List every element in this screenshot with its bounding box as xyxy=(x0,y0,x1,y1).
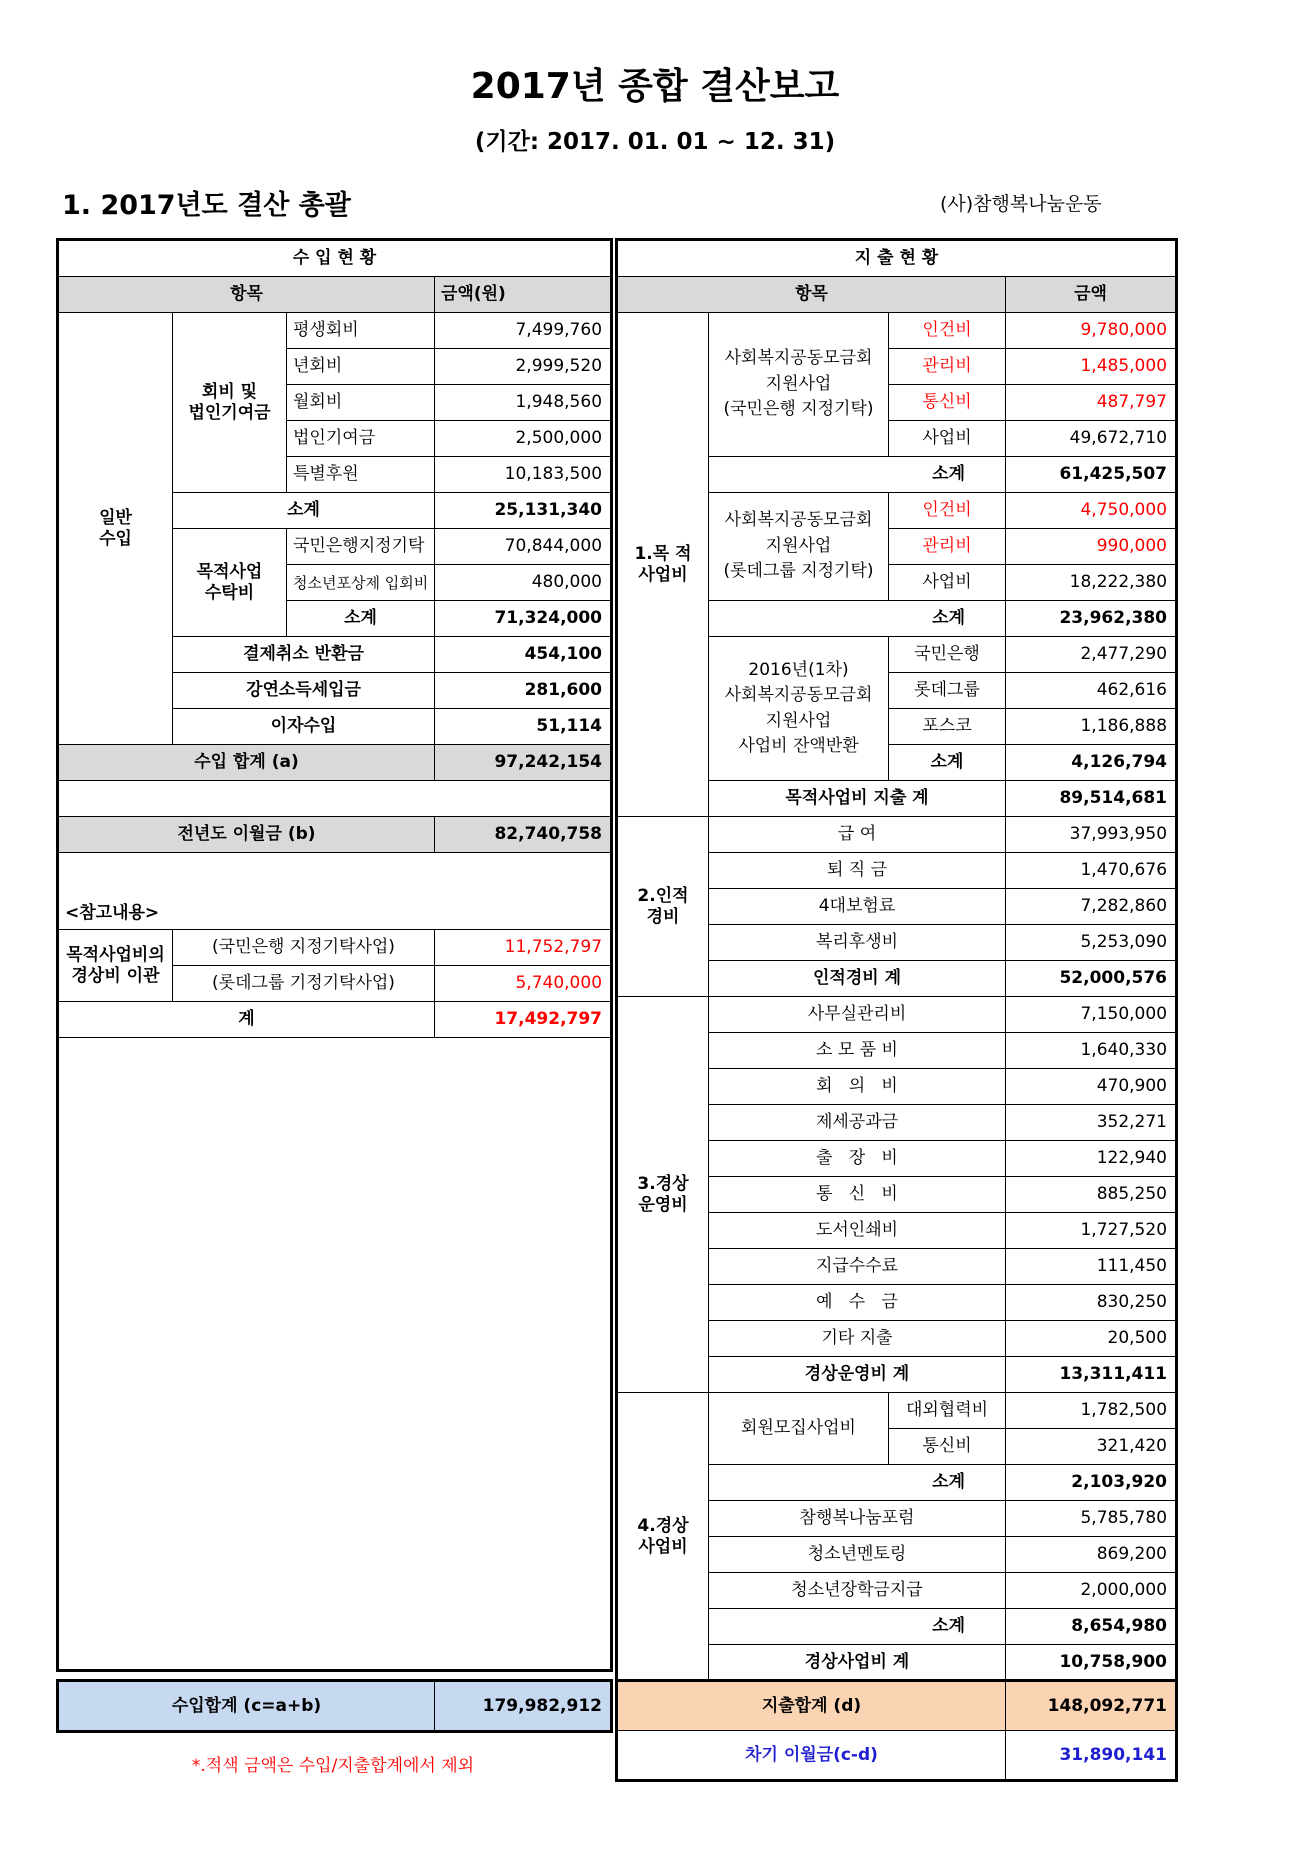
blank-area xyxy=(58,1038,612,1671)
expense-item-label: 인건비 xyxy=(889,493,1006,529)
section-title: 1. 2017년도 결산 총괄 xyxy=(62,190,351,221)
expense-item-amount: 5,785,780 xyxy=(1006,1501,1177,1537)
operating-total: 13,311,411 xyxy=(1006,1357,1177,1393)
table-row xyxy=(58,1002,612,1038)
reference-label: <참고내용> xyxy=(58,853,612,930)
table-row xyxy=(617,1393,1177,1429)
income-item-amount: 1,948,560 xyxy=(435,385,612,421)
purpose-expense-label: 1.목 적 사업비 xyxy=(617,313,709,817)
transfer-item-label: (국민은행 지정기탁사업) xyxy=(173,930,435,966)
expense-item-amount: 1,640,330 xyxy=(1006,1033,1177,1069)
income-column-row xyxy=(58,277,612,313)
income-item-label: 월회비 xyxy=(287,385,435,421)
expense-item-amount: 122,940 xyxy=(1006,1141,1177,1177)
income-item-label: 이자수입 xyxy=(173,709,435,745)
expense-header-row xyxy=(617,240,1177,277)
organization-name: (사)참행복나눔운동 xyxy=(940,193,1102,215)
expense-item-label: 회 의 비 xyxy=(709,1069,1006,1105)
expense-item-label: 지급수수료 xyxy=(709,1249,1006,1285)
transfer-item-label: (롯데그룹 기정기탁사업) xyxy=(173,966,435,1002)
expense-table xyxy=(615,238,1178,1683)
purpose-subtotal-label: 소계 xyxy=(287,601,435,637)
income-item-label: 결제취소 반환금 xyxy=(173,637,435,673)
membership-label: 회비 및 법인기여금 xyxy=(173,313,287,493)
expense-item-label: 포스코 xyxy=(889,709,1006,745)
next-carryover-row xyxy=(617,1731,1177,1781)
membership-subtotal: 25,131,340 xyxy=(435,493,612,529)
expense-item-amount: 1,782,500 xyxy=(1006,1393,1177,1429)
expense-item-label: 참행복나눔포럼 xyxy=(709,1501,1006,1537)
refund-program-label: 2016년(1차) 사회복지공동모금회 지원사업 사업비 잔액반환 xyxy=(709,637,889,781)
operating-label: 3.경상 운영비 xyxy=(617,997,709,1393)
recruit-subtotal-label: 소계 xyxy=(709,1465,1006,1501)
income-item-label: 년회비 xyxy=(287,349,435,385)
expense-grand-total-table xyxy=(615,1679,1178,1782)
expense-item-amount: 1,727,520 xyxy=(1006,1213,1177,1249)
income-item-label: 청소년포상제 입회비 xyxy=(287,565,435,601)
business-label: 4.경상 사업비 xyxy=(617,1393,709,1682)
income-item-amount: 454,100 xyxy=(435,637,612,673)
spacer-row xyxy=(58,781,612,817)
operating-total-label: 경상운영비 계 xyxy=(709,1357,1006,1393)
expense-item-label: 출 장 비 xyxy=(709,1141,1006,1177)
purpose-subtotal: 71,324,000 xyxy=(435,601,612,637)
expense-item-label: 대외협력비 xyxy=(889,1393,1006,1429)
refund-subtotal: 4,126,794 xyxy=(1006,745,1177,781)
expense-item-label: 관리비 xyxy=(889,349,1006,385)
expense-item-label: 관리비 xyxy=(889,529,1006,565)
expense-item-amount: 111,450 xyxy=(1006,1249,1177,1285)
table-row xyxy=(617,313,1177,349)
expense-item-label: 통신비 xyxy=(889,1429,1006,1465)
expense-item-label: 도서인쇄비 xyxy=(709,1213,1006,1249)
expense-item-amount: 885,250 xyxy=(1006,1177,1177,1213)
lotte-subtotal-label: 소계 xyxy=(709,601,1006,637)
income-grand-total-row xyxy=(58,1681,612,1732)
personnel-label: 2.인적 경비 xyxy=(617,817,709,997)
expense-item-label: 사업비 xyxy=(889,565,1006,601)
business-subtotal-label: 소계 xyxy=(709,1609,1006,1645)
expense-item-amount: 5,253,090 xyxy=(1006,925,1177,961)
income-total-row xyxy=(58,745,612,781)
expense-item-amount: 321,420 xyxy=(1006,1429,1177,1465)
kb-program-label: 사회복지공동모금회 지원사업 (국민은행 지정기탁) xyxy=(709,313,889,457)
transfer-label: 목적사업비의 경상비 이관 xyxy=(58,930,173,1002)
recruit-subtotal: 2,103,920 xyxy=(1006,1465,1177,1501)
expense-item-label: 복리후생비 xyxy=(709,925,1006,961)
income-item-amount: 2,500,000 xyxy=(435,421,612,457)
expense-item-amount: 462,616 xyxy=(1006,673,1177,709)
next-carryover-label: 차기 이월금(c-d) xyxy=(617,1731,1006,1781)
income-item-amount: 51,114 xyxy=(435,709,612,745)
income-header-row xyxy=(58,240,612,277)
expense-item-label: 사무실관리비 xyxy=(709,997,1006,1033)
expense-item-amount: 20,500 xyxy=(1006,1321,1177,1357)
footnote: *.적색 금액은 수입/지출합계에서 제외 xyxy=(191,1756,475,1776)
expense-item-label: 롯데그룹 xyxy=(889,673,1006,709)
expense-col-amount: 금액 xyxy=(1006,277,1177,313)
income-item-label: 평생회비 xyxy=(287,313,435,349)
business-subtotal: 8,654,980 xyxy=(1006,1609,1177,1645)
expense-item-amount: 990,000 xyxy=(1006,529,1177,565)
business-total: 10,758,900 xyxy=(1006,1645,1177,1682)
income-col-amount: 금액(원) xyxy=(435,277,612,313)
expense-item-amount: 2,477,290 xyxy=(1006,637,1177,673)
lotte-program-label: 사회복지공동모금회 지원사업 (롯데그룹 지정기탁) xyxy=(709,493,889,601)
kb-subtotal: 61,425,507 xyxy=(1006,457,1177,493)
expense-grand-total: 148,092,771 xyxy=(1006,1681,1177,1731)
income-item-label: 강연소득세입금 xyxy=(173,673,435,709)
income-grand-total-label: 수입합계 (c=a+b) xyxy=(58,1681,435,1732)
expense-item-amount: 2,000,000 xyxy=(1006,1573,1177,1609)
expense-item-amount: 352,271 xyxy=(1006,1105,1177,1141)
expense-column-row xyxy=(617,277,1177,313)
expense-item-amount: 487,797 xyxy=(1006,385,1177,421)
expense-item-label: 소 모 품 비 xyxy=(709,1033,1006,1069)
table-row xyxy=(58,930,612,966)
expense-item-label: 급 여 xyxy=(709,817,1006,853)
income-item-amount: 10,183,500 xyxy=(435,457,612,493)
expense-grand-total-row xyxy=(617,1681,1177,1731)
expense-item-amount: 37,993,950 xyxy=(1006,817,1177,853)
expense-item-label: 예 수 금 xyxy=(709,1285,1006,1321)
recruit-label: 회원모집사업비 xyxy=(709,1393,889,1465)
expense-item-label: 통신비 xyxy=(889,385,1006,421)
membership-subtotal-label: 소계 xyxy=(173,493,435,529)
transfer-total: 17,492,797 xyxy=(435,1002,612,1038)
kb-subtotal-label: 소계 xyxy=(709,457,1006,493)
expense-item-amount: 869,200 xyxy=(1006,1537,1177,1573)
income-item-label: 국민은행지정기탁 xyxy=(287,529,435,565)
income-total-label: 수입 합계 (a) xyxy=(58,745,435,781)
transfer-item-amount: 5,740,000 xyxy=(435,966,612,1002)
transfer-item-amount: 11,752,797 xyxy=(435,930,612,966)
expense-item-amount: 7,282,860 xyxy=(1006,889,1177,925)
next-carryover-amount: 31,890,141 xyxy=(1006,1731,1177,1781)
report-period: (기간: 2017. 01. 01 ~ 12. 31) xyxy=(474,129,836,155)
expense-item-label: 청소년멘토링 xyxy=(709,1537,1006,1573)
income-grand-total: 179,982,912 xyxy=(435,1681,612,1732)
page-title: 2017년 종합 결산보고 xyxy=(470,66,840,107)
transfer-total-label: 계 xyxy=(58,1002,435,1038)
income-item-amount: 7,499,760 xyxy=(435,313,612,349)
income-header: 수 입 현 황 xyxy=(58,240,612,277)
expense-col-item: 항목 xyxy=(617,277,1006,313)
expense-item-amount: 830,250 xyxy=(1006,1285,1177,1321)
expense-item-label: 통 신 비 xyxy=(709,1177,1006,1213)
expense-item-label: 4대보험료 xyxy=(709,889,1006,925)
expense-item-amount: 1,186,888 xyxy=(1006,709,1177,745)
income-item-amount: 70,844,000 xyxy=(435,529,612,565)
income-grand-total-table xyxy=(56,1679,613,1733)
carryover-amount: 82,740,758 xyxy=(435,817,612,853)
income-table xyxy=(56,238,613,1672)
expense-item-amount: 1,470,676 xyxy=(1006,853,1177,889)
carryover-label: 전년도 이월금 (b) xyxy=(58,817,435,853)
business-total-label: 경상사업비 계 xyxy=(709,1645,1006,1682)
expense-item-label: 국민은행 xyxy=(889,637,1006,673)
expense-item-amount: 470,900 xyxy=(1006,1069,1177,1105)
expense-item-amount: 1,485,000 xyxy=(1006,349,1177,385)
expense-item-amount: 18,222,380 xyxy=(1006,565,1177,601)
expense-item-amount: 49,672,710 xyxy=(1006,421,1177,457)
expense-item-amount: 4,750,000 xyxy=(1006,493,1177,529)
income-item-label: 특별후원 xyxy=(287,457,435,493)
purpose-total: 89,514,681 xyxy=(1006,781,1177,817)
carryover-row xyxy=(58,817,612,853)
lotte-subtotal: 23,962,380 xyxy=(1006,601,1177,637)
table-row xyxy=(58,313,612,349)
refund-subtotal-label: 소계 xyxy=(889,745,1006,781)
table-row xyxy=(617,817,1177,853)
expense-item-label: 제세공과금 xyxy=(709,1105,1006,1141)
expense-grand-total-label: 지출합계 (d) xyxy=(617,1681,1006,1731)
expense-item-label: 퇴 직 금 xyxy=(709,853,1006,889)
income-item-amount: 480,000 xyxy=(435,565,612,601)
expense-item-label: 사업비 xyxy=(889,421,1006,457)
reference-row xyxy=(58,853,612,930)
income-total: 97,242,154 xyxy=(435,745,612,781)
general-income-label: 일반 수입 xyxy=(58,313,173,745)
expense-item-amount: 9,780,000 xyxy=(1006,313,1177,349)
expense-item-label: 인건비 xyxy=(889,313,1006,349)
expense-item-label: 기타 지출 xyxy=(709,1321,1006,1357)
purpose-total-label: 목적사업비 지출 계 xyxy=(709,781,1006,817)
personnel-total-label: 인적경비 계 xyxy=(709,961,1006,997)
income-item-amount: 281,600 xyxy=(435,673,612,709)
purpose-income-label: 목적사업 수탁비 xyxy=(173,529,287,637)
expense-header: 지 출 현 황 xyxy=(617,240,1177,277)
income-item-label: 법인기여금 xyxy=(287,421,435,457)
expense-item-amount: 7,150,000 xyxy=(1006,997,1177,1033)
income-item-amount: 2,999,520 xyxy=(435,349,612,385)
table-row xyxy=(617,997,1177,1033)
personnel-total: 52,000,576 xyxy=(1006,961,1177,997)
expense-item-label: 청소년장학금지급 xyxy=(709,1573,1006,1609)
income-col-item: 항목 xyxy=(58,277,435,313)
